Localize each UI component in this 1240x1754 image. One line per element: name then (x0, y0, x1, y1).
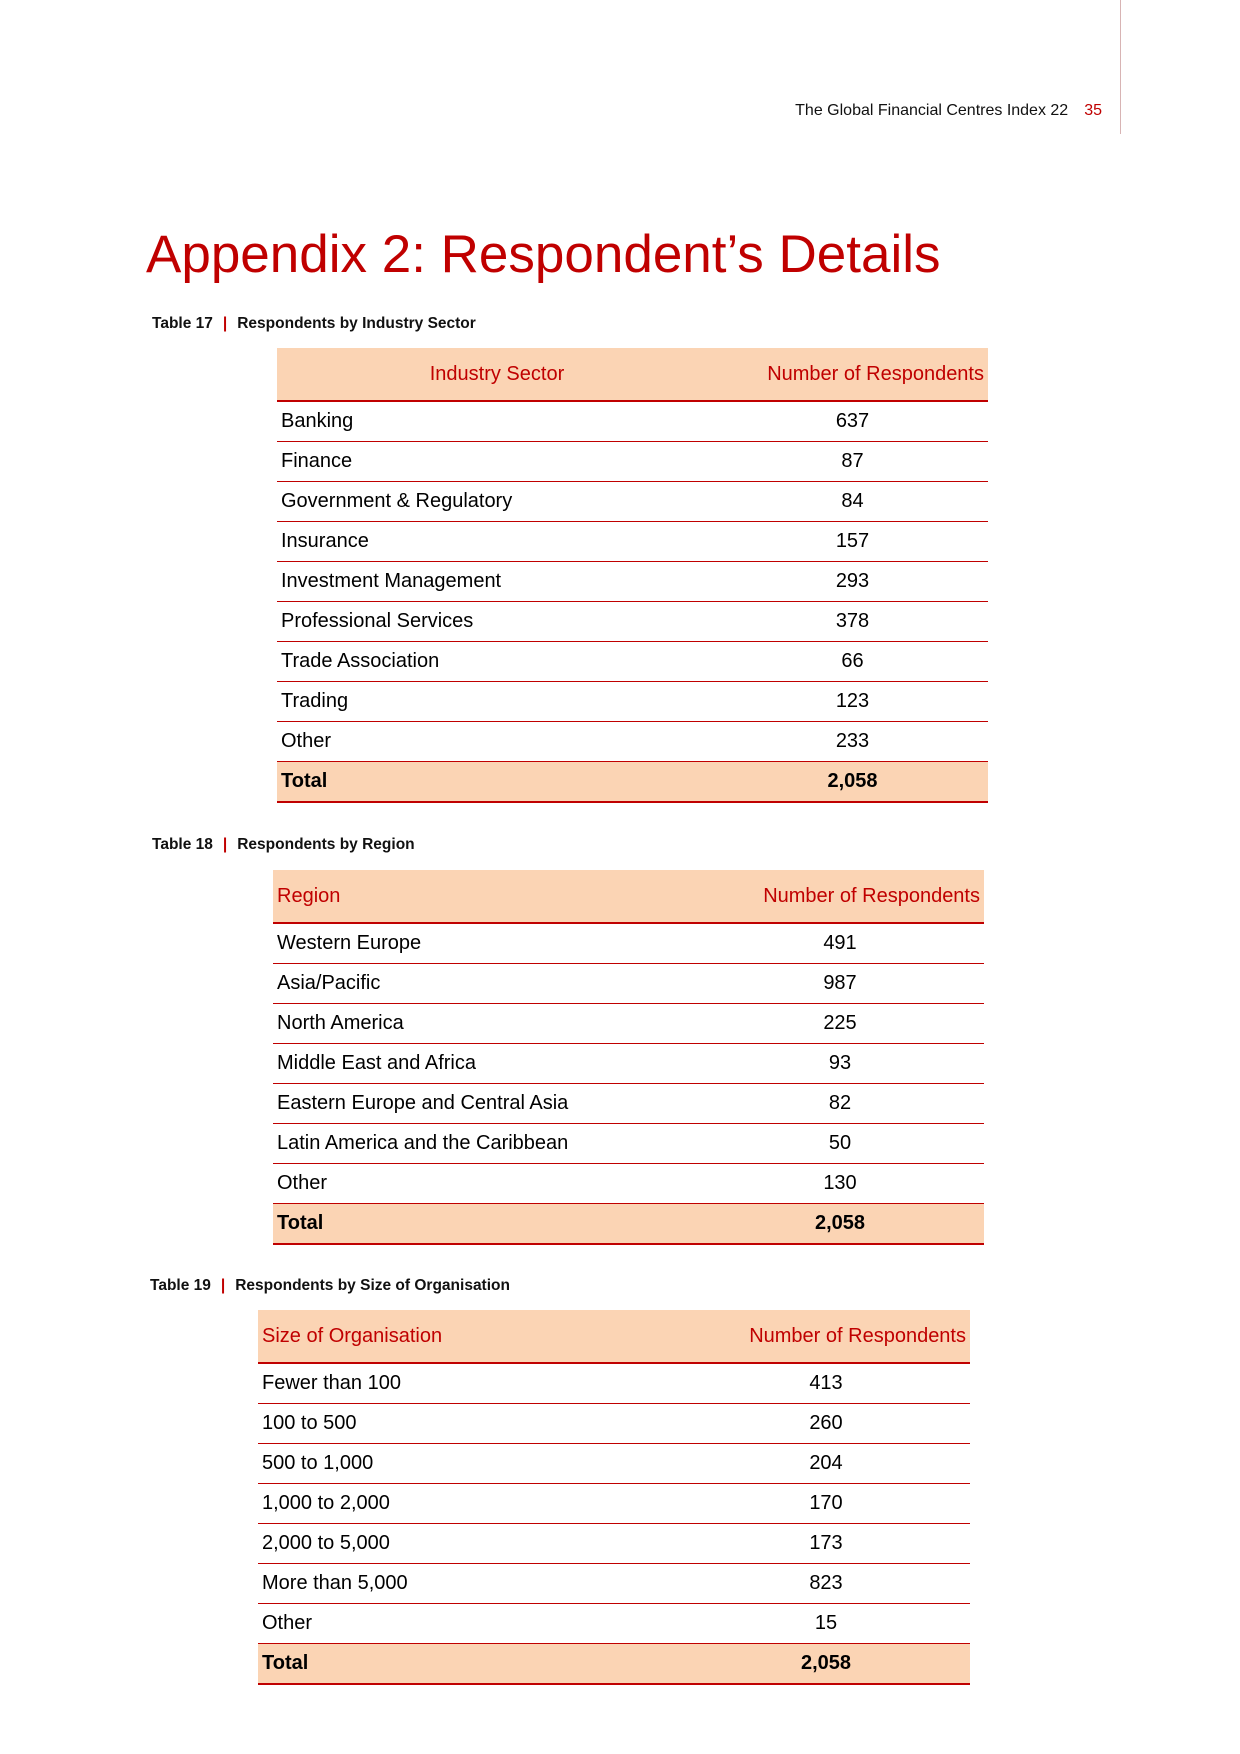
table-row (258, 1404, 970, 1444)
table-row (258, 1524, 970, 1564)
page-number: 35 (1084, 102, 1102, 119)
table-total-row (273, 1204, 984, 1245)
table-caption-text: Respondents by Industry Sector (237, 315, 476, 332)
row-value: 173 (682, 1524, 970, 1564)
table-row (277, 562, 988, 602)
table-total-row (258, 1644, 970, 1685)
table-header-row (273, 870, 984, 923)
caption-separator: | (220, 1277, 226, 1294)
row-label: Finance (277, 442, 717, 482)
organisation-size-table (258, 1310, 970, 1685)
row-value: 637 (717, 401, 988, 442)
region-table (273, 870, 984, 1245)
row-label: Asia/Pacific (273, 964, 696, 1004)
total-value: 2,058 (682, 1644, 970, 1685)
table-body (258, 1363, 970, 1684)
column-header-number-of-respondents: Number of Respondents (682, 1310, 970, 1363)
row-label: 2,000 to 5,000 (258, 1524, 682, 1564)
row-value: 84 (717, 482, 988, 522)
row-value: 93 (696, 1044, 984, 1084)
row-label: Fewer than 100 (258, 1363, 682, 1404)
industry-sector-table (277, 348, 988, 803)
table-row (277, 682, 988, 722)
row-value: 170 (682, 1484, 970, 1524)
row-label: North America (273, 1004, 696, 1044)
table-body (277, 401, 988, 802)
table-row (277, 442, 988, 482)
table-total-row (277, 762, 988, 803)
running-header (795, 102, 1102, 120)
table-row (258, 1604, 970, 1644)
row-label: Investment Management (277, 562, 717, 602)
row-label: Eastern Europe and Central Asia (273, 1084, 696, 1124)
table-17-caption (152, 315, 476, 333)
caption-separator: | (222, 836, 228, 853)
table-row (258, 1444, 970, 1484)
table-label: Table 19 (150, 1277, 211, 1294)
row-label: Middle East and Africa (273, 1044, 696, 1084)
margin-rule (1120, 0, 1121, 134)
row-value: 987 (696, 964, 984, 1004)
row-label: 1,000 to 2,000 (258, 1484, 682, 1524)
table-row (273, 964, 984, 1004)
row-label: 500 to 1,000 (258, 1444, 682, 1484)
row-value: 66 (717, 642, 988, 682)
table-row (273, 1124, 984, 1164)
table-19-caption (150, 1277, 510, 1295)
row-value: 491 (696, 923, 984, 964)
running-title: The Global Financial Centres Index 22 (795, 102, 1069, 119)
caption-separator: | (222, 315, 228, 332)
row-value: 260 (682, 1404, 970, 1444)
column-header-region: Region (273, 870, 696, 923)
row-label: Other (258, 1604, 682, 1644)
table-row (277, 482, 988, 522)
table-header-row (277, 348, 988, 401)
table-label: Table 18 (152, 836, 213, 853)
table-label: Table 17 (152, 315, 213, 332)
row-value: 413 (682, 1363, 970, 1404)
table-row (273, 1004, 984, 1044)
row-value: 233 (717, 722, 988, 762)
table-header-row (258, 1310, 970, 1363)
row-value: 15 (682, 1604, 970, 1644)
row-value: 130 (696, 1164, 984, 1204)
row-value: 378 (717, 602, 988, 642)
table-body (273, 923, 984, 1244)
row-label: Trading (277, 682, 717, 722)
total-value: 2,058 (696, 1204, 984, 1245)
table-row (258, 1564, 970, 1604)
total-label: Total (258, 1644, 682, 1685)
row-label: 100 to 500 (258, 1404, 682, 1444)
row-label: Other (273, 1164, 696, 1204)
row-value: 225 (696, 1004, 984, 1044)
total-label: Total (273, 1204, 696, 1245)
row-value: 50 (696, 1124, 984, 1164)
row-label: Other (277, 722, 717, 762)
table-row (273, 1044, 984, 1084)
column-header-industry-sector: Industry Sector (277, 348, 717, 401)
row-label: Insurance (277, 522, 717, 562)
row-label: More than 5,000 (258, 1564, 682, 1604)
table-caption-text: Respondents by Region (237, 836, 415, 853)
row-label: Banking (277, 401, 717, 442)
row-value: 204 (682, 1444, 970, 1484)
table-row (277, 602, 988, 642)
total-value: 2,058 (717, 762, 988, 803)
row-value: 82 (696, 1084, 984, 1124)
row-label: Western Europe (273, 923, 696, 964)
row-label: Professional Services (277, 602, 717, 642)
table-row (273, 923, 984, 964)
column-header-size-of-organisation: Size of Organisation (258, 1310, 682, 1363)
table-row (277, 642, 988, 682)
table-row (277, 722, 988, 762)
column-header-number-of-respondents: Number of Respondents (696, 870, 984, 923)
row-label: Government & Regulatory (277, 482, 717, 522)
row-value: 823 (682, 1564, 970, 1604)
table-row (277, 522, 988, 562)
table-row (258, 1484, 970, 1524)
row-value: 87 (717, 442, 988, 482)
table-row (258, 1363, 970, 1404)
table-row (277, 401, 988, 442)
row-label: Trade Association (277, 642, 717, 682)
table-18-caption (152, 836, 415, 854)
table-row (273, 1084, 984, 1124)
row-value: 293 (717, 562, 988, 602)
row-value: 157 (717, 522, 988, 562)
total-label: Total (277, 762, 717, 803)
row-label: Latin America and the Caribbean (273, 1124, 696, 1164)
column-header-number-of-respondents: Number of Respondents (717, 348, 988, 401)
table-caption-text: Respondents by Size of Organisation (235, 1277, 510, 1294)
row-value: 123 (717, 682, 988, 722)
page-title: Appendix 2: Respondent’s Details (146, 225, 941, 284)
table-row (273, 1164, 984, 1204)
